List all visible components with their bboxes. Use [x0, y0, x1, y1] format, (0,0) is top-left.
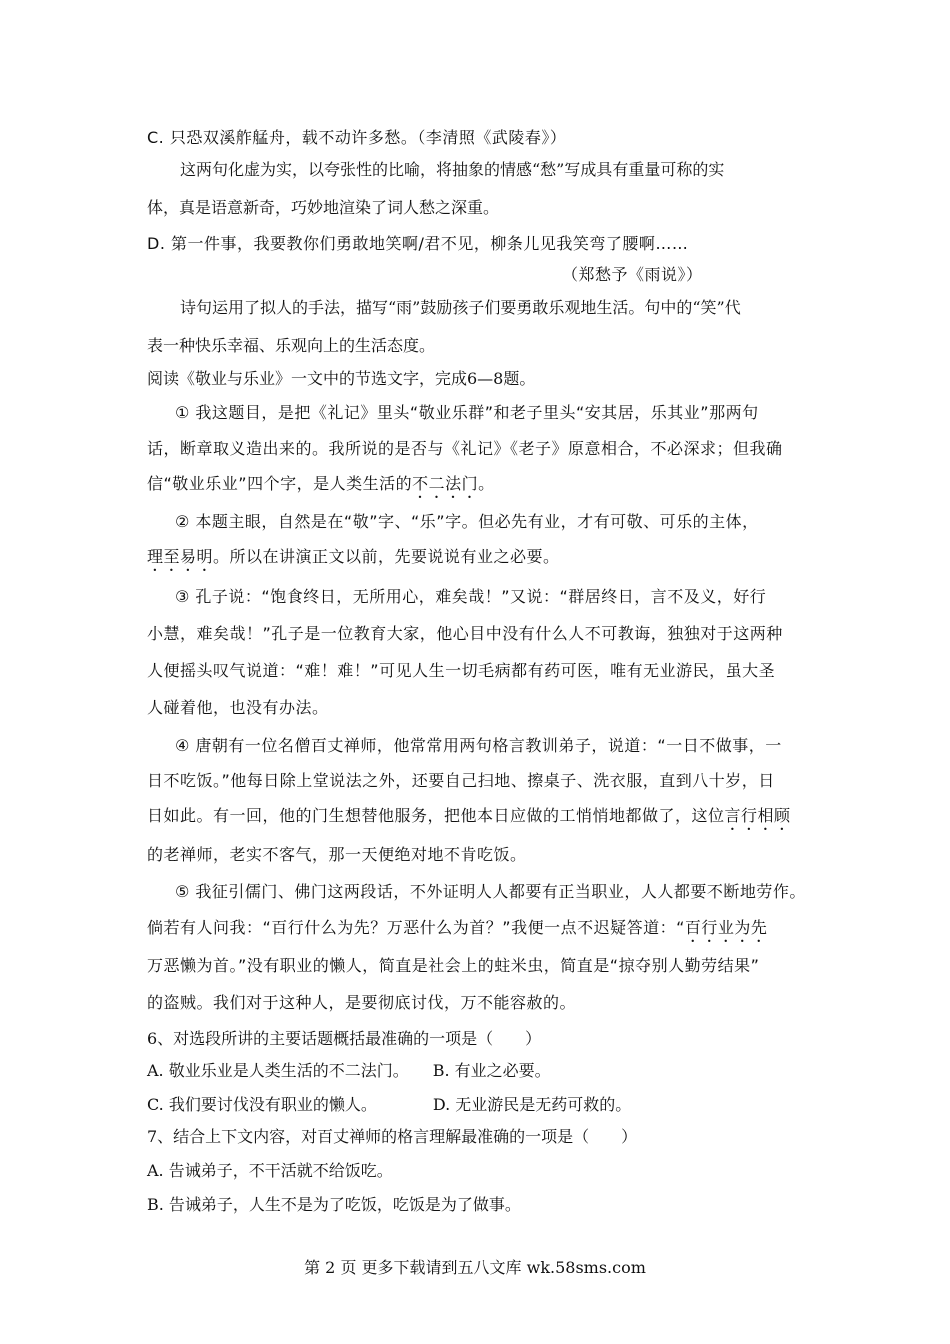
paragraph-4-line4: 的老禅师，老实不客气，那一天便绝对地不肯吃饭。	[147, 845, 527, 864]
reading-instruction: 阅读《敬业与乐业》一文中的节选文字，完成6—8题。	[147, 369, 536, 388]
text-segment: 。所以在讲演正文以前，先要说说有业之必要。	[213, 547, 560, 566]
option-d-quote: D. 第一件事，我要教你们勇敢地笑啊/君不见，柳条儿见我笑弯了腰啊……	[147, 234, 689, 253]
paragraph-3-line2: 小慧，难矣哉！”孔子是一位教育大家，他心目中没有什么人不可教诲，独独对于这两种	[147, 624, 783, 643]
paragraph-5-line1: ⑤ 我征引儒门、佛门这两段话，不外证明人人都要有正当职业，人人都要不断地劳作。	[175, 882, 806, 901]
paragraph-5-line4: 的盗贼。我们对于这种人，是要彻底讨伐，万不能容赦的。	[147, 993, 577, 1012]
paragraph-5-line2	[147, 918, 767, 946]
paragraph-3-line1: ③ 孔子说：“饱食终日，无所用心，难矣哉！”又说：“群居终日，言不及义，好行	[175, 587, 767, 606]
paragraph-1-line2: 话，断章取义造出来的。我所说的是否与《礼记》《老子》原意相合，不必深求；但我确	[147, 439, 783, 458]
paragraph-1-line1: ① 我这题目，是把《礼记》里头“敬业乐群”和老子里头“安其居，乐其业”那两句	[175, 403, 759, 422]
question-6-options-ab: A. 敬业乐业是人类生活的不二法门。 B. 有业之必要。	[147, 1061, 551, 1080]
paragraph-3-line3: 人便摇头叹气说道：“难！难！”可见人生一切毛病都有药可医，唯有无业游民，虽大圣	[147, 661, 776, 680]
emphasized-phrase: 理至易明	[147, 547, 214, 566]
emphasized-phrase: 言行相顾	[724, 806, 791, 825]
text-segment: 。	[478, 474, 495, 493]
question-6: 6、对选段所讲的主要话题概括最准确的一项是（ ）	[147, 1029, 542, 1048]
text-segment: 倘若有人问我：“百行什么为先？万恶什么为首？”我便一点不迟疑答道：“	[147, 918, 685, 937]
paragraph-2-line2	[147, 547, 560, 575]
paragraph-1-line3	[147, 474, 495, 502]
option-d-analysis-line2: 表一种快乐幸福、乐观向上的生活态度。	[147, 336, 436, 355]
option-c-quote: C. 只恐双溪舴艋舟，载不动许多愁。（李清照《武陵春》）	[147, 128, 567, 147]
option-c-analysis-line1: 这两句化虚为实，以夸张性的比喻，将抽象的情感“愁”写成具有重量可称的实	[180, 160, 725, 179]
option-c-analysis-line2: 体，真是语意新奇，巧妙地渲染了词人愁之深重。	[147, 198, 500, 217]
emphasized-phrase: 百行业为先	[684, 918, 768, 937]
question-7-option-b: B. 告诫弟子，人生不是为了吃饭，吃饭是为了做事。	[147, 1195, 521, 1214]
paragraph-3-line4: 人碰着他，也没有办法。	[147, 698, 329, 717]
paragraph-4-line3	[147, 806, 791, 834]
emphasized-phrase: 不二法门	[412, 474, 479, 493]
text-segment: 日如此。有一回，他的门生想替他服务，把他本日应做的工悄悄地都做了，这位	[147, 806, 725, 825]
question-7: 7、结合上下文内容，对百丈禅师的格言理解最准确的一项是（ ）	[147, 1127, 638, 1146]
paragraph-5-line3: 万恶懒为首。”没有职业的懒人，简直是社会上的蛀米虫，简直是“掠夺别人勤劳结果”	[147, 956, 760, 975]
page-footer: 第 2 页 更多下载请到五八文库 wk.58sms.com	[304, 1258, 646, 1277]
paragraph-4-line2: 日不吃饭。”他每日除上堂说法之外，还要自己扫地、擦桌子、洗衣服，直到八十岁，日	[147, 771, 775, 790]
paragraph-4-line1: ④ 唐朝有一位名僧百丈禅师，他常常用两句格言教训弟子，说道：“一日不做事，一	[175, 736, 782, 755]
option-d-source: （郑愁予《雨说》）	[562, 265, 703, 284]
text-segment: 信“敬业乐业”四个字，是人类生活的	[147, 474, 413, 493]
option-d-analysis-line1: 诗句运用了拟人的手法，描写“雨”鼓励孩子们要勇敢乐观地生活。句中的“笑”代	[180, 298, 741, 317]
question-7-option-a: A. 告诫弟子，不干活就不给饭吃。	[147, 1161, 393, 1180]
question-6-options-cd: C. 我们要讨伐没有职业的懒人。 D. 无业游民是无药可救的。	[147, 1095, 632, 1114]
paragraph-2-line1: ② 本题主眼，自然是在“敬”字、“乐”字。但必先有业，才有可敬、可乐的主体，	[175, 512, 759, 531]
